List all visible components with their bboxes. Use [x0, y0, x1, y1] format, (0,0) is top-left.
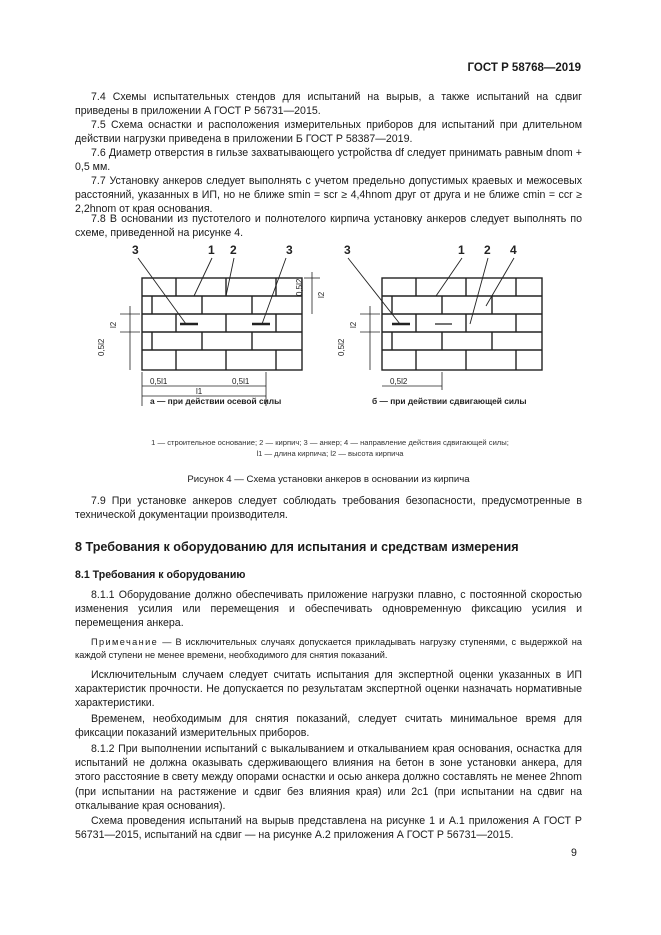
paragraph-8-1-2-b: Схема проведения испытаний на вырыв представлена на рисунке 1 и А.1 приложения А ГОСТ Р 56731—2015, испытаний на сдвиг — на рисунке А.2 приложения А ГОСТ Р 56731—2015.: [75, 815, 582, 842]
caption-panel-a: а — при действии осевой силы: [150, 396, 282, 406]
figure-legend-line-2: l1 — длина кирпича; l2 — высота кирпича: [256, 449, 404, 458]
dim-b-05l2-bottom: 0,5l2: [390, 377, 408, 386]
label-b-3: 3: [344, 243, 351, 257]
label-a-2: 2: [230, 243, 237, 257]
dim-a-l2-right: l2: [317, 291, 326, 298]
paragraph-8-1-1-b: Исключительным случаем следует считать испытания для экспертной оценки указанных в ИП характеристик прочности. Не допускается по результатам экспертной оценки назначать нормативные характеристики.: [75, 669, 582, 710]
label-a-3-right: 3: [286, 243, 293, 257]
paragraph-7-4: 7.4 Схемы испытательных стендов для испытаний на вырыв, а также испытаний на сдвиг приведены в приложении А ГОСТ Р 56731—2015.: [75, 91, 582, 118]
paragraph-7-8: 7.8 В основании из пустотелого и полнотелого кирпича установку анкеров следует выполнять по схеме, приведенной на рисунке 4.: [75, 213, 582, 240]
paragraph-7-5: 7.5 Схема оснастки и расположения измерительных приборов для испытаний при длительном действии нагрузки приведена в приложении Б ГОСТ Р 58387—2019.: [75, 119, 582, 146]
label-b-4: 4: [510, 243, 517, 257]
note-text: — В исключительных случаях допускается прикладывать нагрузку ступенями, с выдержкой на каждой ступени не менее времени, необходимого для снятия показаний.: [75, 637, 582, 660]
document-header: ГОСТ Р 58768—2019: [467, 62, 581, 74]
paragraph-8-1-2: 8.1.2 При выполнении испытаний с выкалыванием и откалыванием края основания, оснастка для испытаний не должна оказывать сдерживающего влияния на бетон в зоне установки анкера, для этого расстояние в свету между опорами оснастки и осью анкера должно составлять не менее 2hnom (при испытании на растяжение и сдвиг без влияния края) или 2c1 (при испытании на сдвиг на откалывание края основания).: [75, 743, 582, 812]
figure-caption: Рисунок 4 — Схема установки анкеров в основании из кирпича: [187, 474, 470, 485]
label-a-1: 1: [208, 243, 215, 257]
paragraph-7-7: 7.7 Установку анкеров следует выполнять с учетом предельно допустимых краевых и межосевых расстояний, указанных в ИП, но не ближе smin = scr ≥ 4,4hnom друг от друга и не ближе cmin = ccr ≥ 2,2hnom от края основания.: [75, 175, 582, 216]
label-a-3-left: 3: [132, 243, 139, 257]
note-block: [75, 636, 582, 662]
paragraph-7-9: 7.9 При установке анкеров следует соблюдать требования безопасности, предусмотренные в технической документации производителя.: [75, 495, 582, 522]
paragraph-8-1-1: 8.1.1 Оборудование должно обеспечивать приложение нагрузки плавно, с постоянной скоростью изменения усилия или перемещения и обеспечивать одновременную фиксацию усилия и перемещения анкера.: [75, 589, 582, 630]
label-b-2: 2: [484, 243, 491, 257]
dim-a-05l1-right: 0,5l1: [232, 377, 250, 386]
label-b-1: 1: [458, 243, 465, 257]
dim-a-l2-left: l2: [109, 321, 118, 328]
page-number: 9: [571, 847, 577, 859]
note-title: Примечание: [91, 637, 159, 647]
caption-panel-b: б — при действии сдвигающей силы: [372, 396, 527, 406]
figure-4-brick-scheme: [90, 236, 570, 406]
wall-a: [142, 278, 302, 370]
dim-b-05l2: 0,5l2: [337, 338, 346, 356]
dim-b-l2: l2: [349, 321, 358, 328]
paragraph-8-1-1-c: Временем, необходимым для снятия показаний, следует считать минимальное время для фиксации показаний измерительных приборов.: [75, 713, 582, 740]
section-8-title: 8 Требования к оборудованию для испытания и средствам измерения: [75, 540, 519, 554]
figure-legend-line-1: 1 — строительное основание; 2 — кирпич; 3 — анкер; 4 — направление действия сдвигающей силы;: [151, 438, 509, 447]
figure-4-drawing: [90, 236, 570, 406]
dim-a-05l1-left: 0,5l1: [150, 377, 168, 386]
dim-a-05l2: 0,5l2: [97, 338, 106, 356]
dim-a-05l2-right: 0,5l2: [295, 278, 304, 296]
dim-a-l1: l1: [196, 387, 203, 396]
section-8-1-title: 8.1 Требования к оборудованию: [75, 569, 246, 581]
paragraph-7-6: 7.6 Диаметр отверстия в гильзе захватывающего устройства df следует принимать равным dnom + 0,5 мм.: [75, 147, 582, 174]
